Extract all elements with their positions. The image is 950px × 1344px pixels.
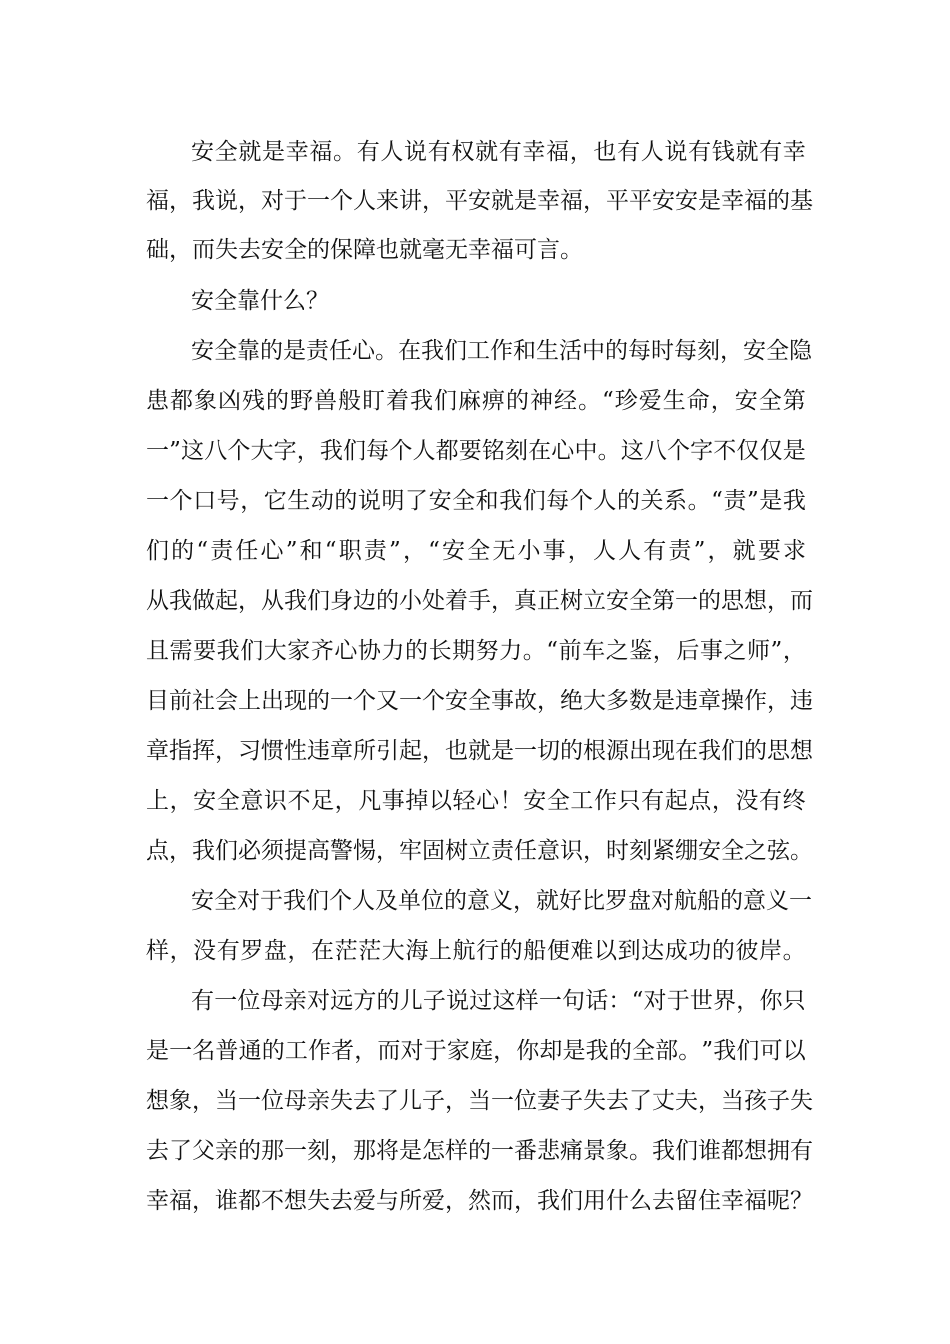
paragraph-5-line-5: 幸 福 ， 谁 都 不 想 失 去 爱 与 所 爱 ， 然 而 ， 我 们 用 什 么 去 留 住 幸 福 呢 ？ (146, 1188, 813, 1214)
paragraph-4-line-1: 安 全 对 于 我 们 个 人 及 单 位 的 意 义 ， 就 好 比 罗 盘 对 航 船 的 意 义 一 (191, 888, 812, 914)
paragraph-2-line-1: 安全靠什么？ (191, 288, 329, 314)
paragraph-3-line-5: 们 的 “ 责 任 心 ” 和 “ 职 责 ” ， “ 安 全 无 小 事 ， 人 人 有 责 ” ， 就 要 求 (146, 538, 806, 564)
paragraph-1-line-1: 安 全 就 是 幸 福 。 有 人 说 有 权 就 有 幸 福 ， 也 有 人 说 有 钱 就 有 幸 (191, 139, 806, 165)
paragraph-1-line-2: 福 ， 我 说 ， 对 于 一 个 人 来 讲 ， 平 安 就 是 幸 福 ， 平 平 安 安 是 幸 福 的 基 (146, 188, 813, 214)
paragraph-5-line-2: 是 一 名 普 通 的 工 作 者 ， 而 对 于 家 庭 ， 你 却 是 我 的 全 部 。 ” 我 们 可 以 (146, 1038, 806, 1064)
paragraph-3-line-9: 章 指 挥 ， 习 惯 性 违 章 所 引 起 ， 也 就 是 一 切 的 根 源 出 现 在 我 们 的 思 想 (146, 738, 813, 764)
paragraph-5-line-3: 想 象 ， 当 一 位 母 亲 失 去 了 儿 子 ， 当 一 位 妻 子 失 去 了 丈 夫 ， 当 孩 子 失 (146, 1088, 813, 1114)
paragraph-3-line-4: 一 个 口 号 ， 它 生 动 的 说 明 了 安 全 和 我 们 每 个 人 的 关 系 。 “ 责 ” 是 我 (146, 488, 806, 514)
paragraph-5-line-4: 去 了 父 亲 的 那 一 刻 ， 那 将 是 怎 样 的 一 番 悲 痛 景 象 。 我 们 谁 都 想 拥 有 (146, 1138, 813, 1164)
paragraph-3-line-7: 且 需 要 我 们 大 家 齐 心 协 力 的 长 期 努 力 。 “ 前 车 之 鉴 ， 后 事 之 师 ” ， (146, 638, 806, 664)
paragraph-3-line-11: 点 ， 我 们 必 须 提 高 警 惕 ， 牢 固 树 立 责 任 意 识 ， 时 刻 紧 绷 安 全 之 弦 。 (146, 838, 813, 864)
paragraph-3-line-1: 安 全 靠 的 是 责 任 心 。 在 我 们 工 作 和 生 活 中 的 每 时 每 刻 ， 安 全 隐 (191, 338, 812, 364)
paragraph-3-line-3: 一 ” 这 八 个 大 字 ， 我 们 每 个 人 都 要 铭 刻 在 心 中 。 这 八 个 字 不 仅 仅 是 (146, 438, 806, 464)
paragraph-3-line-10: 上 ， 安 全 意 识 不 足 ， 凡 事 掉 以 轻 心 ！ 安 全 工 作 只 有 起 点 ， 没 有 终 (146, 788, 806, 814)
paragraph-4-line-2: 样 ， 没 有 罗 盘 ， 在 茫 茫 大 海 上 航 行 的 船 便 难 以 到 达 成 功 的 彼 岸 。 (146, 938, 806, 964)
paragraph-1-line-3: 础，而失去安全的保障也就毫无幸福可言。 (146, 237, 583, 263)
paragraph-3-line-8: 目 前 社 会 上 出 现 的 一 个 又 一 个 安 全 事 故 ， 绝 大 多 数 是 违 章 操 作 ， 违 (146, 688, 813, 714)
paragraph-3-line-2: 患 都 象 凶 残 的 野 兽 般 盯 着 我 们 麻 痹 的 神 经 。 “ 珍 爱 生 命 ， 安 全 第 (146, 388, 806, 414)
paragraph-3-line-6: 从 我 做 起 ， 从 我 们 身 边 的 小 处 着 手 ， 真 正 树 立 安 全 第 一 的 思 想 ， 而 (146, 588, 813, 614)
paragraph-5-line-1: 有 一 位 母 亲 对 远 方 的 儿 子 说 过 这 样 一 句 话 ： “ 对 于 世 界 ， 你 只 (191, 988, 806, 1014)
